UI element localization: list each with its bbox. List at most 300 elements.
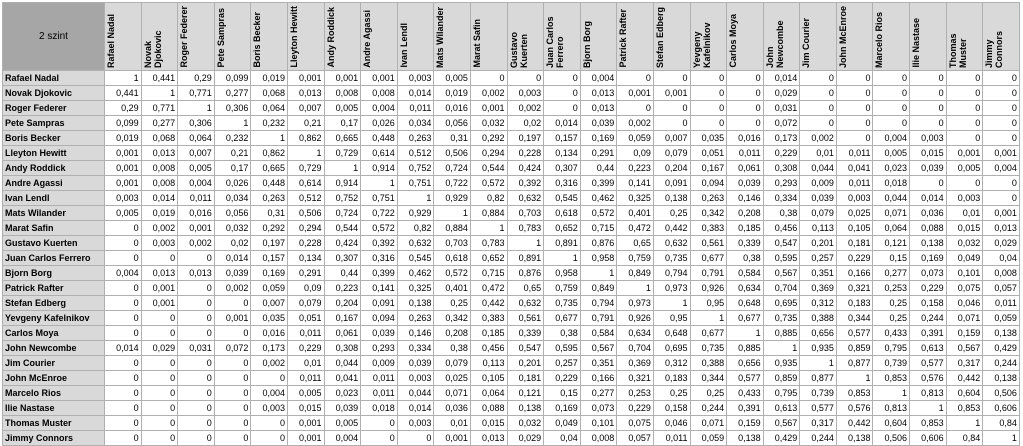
table-cell[interactable]: 0 [178,311,215,326]
table-cell[interactable]: 0,197 [251,236,288,251]
table-cell[interactable]: 0,306 [178,116,215,131]
table-cell[interactable]: 0 [178,371,215,386]
table-cell[interactable]: 0,572 [580,206,617,221]
table-cell[interactable]: 0,003 [507,86,544,101]
table-cell[interactable]: 0,665 [251,161,288,176]
row-header[interactable]: Jim Courier [3,356,105,371]
column-header[interactable] [653,3,690,71]
table-cell[interactable]: 0,011 [983,296,1020,311]
table-cell[interactable]: 0,21 [214,146,251,161]
table-cell[interactable]: 0 [653,71,690,86]
table-cell[interactable]: 0,424 [324,236,361,251]
table-cell[interactable]: 0,046 [946,296,983,311]
table-cell[interactable]: 0,007 [653,131,690,146]
table-cell[interactable]: 0,292 [470,131,507,146]
table-cell[interactable]: 0,294 [287,221,324,236]
row-header[interactable]: Bjorn Borg [3,266,105,281]
table-cell[interactable]: 1 [251,131,288,146]
table-cell[interactable]: 0,729 [287,161,324,176]
table-cell[interactable]: 0,158 [910,296,947,311]
table-cell[interactable]: 1 [361,176,398,191]
row-header[interactable]: Thomas Muster [3,416,105,431]
table-cell[interactable]: 0,088 [470,401,507,416]
table-cell[interactable]: 0 [800,116,837,131]
column-header[interactable] [397,3,434,71]
table-cell[interactable]: 0,185 [727,221,764,236]
table-cell[interactable]: 0,783 [507,221,544,236]
table-cell[interactable]: 1 [544,251,581,266]
table-cell[interactable]: 0 [141,401,178,416]
table-cell[interactable]: 0,771 [178,86,215,101]
table-cell[interactable]: 0,715 [580,221,617,236]
table-cell[interactable]: 0,088 [910,221,947,236]
table-cell[interactable]: 0,001 [105,176,142,191]
table-cell[interactable]: 0,101 [946,266,983,281]
table-cell[interactable]: 0 [983,131,1020,146]
table-cell[interactable]: 0,008 [361,86,398,101]
table-cell[interactable]: 0,044 [324,356,361,371]
table-cell[interactable]: 0,141 [617,176,654,191]
row-header[interactable]: Rafael Nadal [3,71,105,86]
table-cell[interactable]: 0,035 [251,311,288,326]
table-cell[interactable]: 0,034 [397,116,434,131]
table-cell[interactable]: 0,094 [690,176,727,191]
table-cell[interactable]: 0,208 [727,206,764,221]
table-cell[interactable]: 0,433 [727,386,764,401]
table-cell[interactable]: 0,005 [105,206,142,221]
table-cell[interactable]: 0 [983,176,1020,191]
table-cell[interactable]: 0,342 [434,311,471,326]
table-cell[interactable]: 0,577 [836,326,873,341]
table-cell[interactable]: 0,695 [763,296,800,311]
table-cell[interactable]: 0,064 [251,101,288,116]
table-cell[interactable]: 0,401 [434,281,471,296]
table-cell[interactable]: 0,056 [434,116,471,131]
table-cell[interactable]: 0,113 [470,356,507,371]
table-cell[interactable]: 0,157 [251,251,288,266]
table-cell[interactable]: 0,677 [544,311,581,326]
table-cell[interactable]: 0,039 [910,161,947,176]
table-cell[interactable]: 0 [690,101,727,116]
table-cell[interactable]: 0,016 [178,206,215,221]
table-cell[interactable]: 0,002 [214,281,251,296]
table-cell[interactable]: 0,039 [324,401,361,416]
table-cell[interactable]: 0,121 [873,236,910,251]
table-cell[interactable]: 0,173 [763,131,800,146]
table-cell[interactable]: 0 [214,416,251,431]
table-cell[interactable]: 0,914 [361,161,398,176]
table-cell[interactable]: 0 [983,101,1020,116]
table-cell[interactable]: 0,003 [946,191,983,206]
table-cell[interactable]: 1 [873,386,910,401]
table-cell[interactable]: 0,634 [727,281,764,296]
column-header[interactable] [910,3,947,71]
table-cell[interactable]: 1 [800,356,837,371]
table-cell[interactable]: 0,572 [470,176,507,191]
table-cell[interactable]: 0,456 [763,221,800,236]
table-cell[interactable]: 0,001 [287,416,324,431]
table-cell[interactable]: 0 [141,326,178,341]
table-cell[interactable]: 0,794 [580,296,617,311]
table-cell[interactable]: 0,263 [397,131,434,146]
table-cell[interactable]: 0,01 [946,206,983,221]
column-header[interactable] [763,3,800,71]
table-cell[interactable]: 0,073 [910,266,947,281]
table-cell[interactable]: 0,65 [507,281,544,296]
table-cell[interactable]: 0,041 [836,161,873,176]
row-header[interactable]: Carlos Moya [3,326,105,341]
table-cell[interactable]: 0,576 [910,371,947,386]
table-cell[interactable]: 0,25 [653,386,690,401]
table-cell[interactable]: 0,632 [507,191,544,206]
table-cell[interactable]: 0,009 [361,356,398,371]
table-cell[interactable]: 0,031 [763,101,800,116]
table-cell[interactable]: 0,604 [873,416,910,431]
table-cell[interactable]: 0 [105,221,142,236]
table-cell[interactable]: 0 [910,116,947,131]
table-cell[interactable]: 0,958 [580,251,617,266]
table-cell[interactable]: 0,232 [251,116,288,131]
table-cell[interactable]: 0,064 [470,386,507,401]
table-cell[interactable]: 0 [946,101,983,116]
table-cell[interactable]: 0,544 [470,161,507,176]
table-cell[interactable]: 0 [800,71,837,86]
table-cell[interactable]: 0 [910,101,947,116]
table-cell[interactable]: 0,025 [836,206,873,221]
table-cell[interactable]: 0 [141,416,178,431]
table-cell[interactable]: 0,039 [580,116,617,131]
table-cell[interactable]: 0 [105,236,142,251]
table-cell[interactable]: 0,722 [434,176,471,191]
table-cell[interactable]: 0 [983,116,1020,131]
table-cell[interactable]: 0,244 [983,356,1020,371]
column-header[interactable] [434,3,471,71]
table-cell[interactable]: 0,544 [324,221,361,236]
table-cell[interactable]: 0,138 [507,401,544,416]
table-cell[interactable]: 0,001 [946,146,983,161]
table-cell[interactable]: 0,695 [653,341,690,356]
table-cell[interactable]: 0,014 [397,401,434,416]
table-cell[interactable]: 0,079 [287,296,324,311]
table-cell[interactable]: 0,344 [836,311,873,326]
column-header[interactable] [141,3,178,71]
table-cell[interactable]: 0,046 [653,416,690,431]
table-cell[interactable]: 0 [105,326,142,341]
table-cell[interactable]: 0,032 [946,236,983,251]
table-cell[interactable]: 0,391 [727,401,764,416]
table-cell[interactable]: 0 [690,71,727,86]
table-cell[interactable]: 0 [105,371,142,386]
table-cell[interactable]: 0,04 [983,251,1020,266]
table-cell[interactable]: 0,013 [141,266,178,281]
table-cell[interactable]: 0 [800,86,837,101]
table-cell[interactable]: 0 [617,71,654,86]
table-cell[interactable]: 0,101 [580,416,617,431]
table-cell[interactable]: 0 [470,71,507,86]
table-cell[interactable]: 0,018 [873,176,910,191]
table-cell[interactable]: 0 [910,71,947,86]
table-cell[interactable]: 0 [178,326,215,341]
table-cell[interactable]: 0,075 [946,281,983,296]
table-cell[interactable]: 0,317 [946,356,983,371]
table-cell[interactable]: 0,075 [617,416,654,431]
table-cell[interactable]: 0,277 [580,386,617,401]
table-cell[interactable]: 0,138 [836,431,873,446]
table-cell[interactable]: 0,292 [251,221,288,236]
table-cell[interactable]: 0,618 [544,206,581,221]
table-cell[interactable]: 0,005 [287,386,324,401]
table-cell[interactable]: 0,039 [727,176,764,191]
table-cell[interactable]: 0,263 [251,191,288,206]
table-cell[interactable]: 0,572 [434,266,471,281]
table-cell[interactable]: 0,722 [361,206,398,221]
table-cell[interactable]: 0,388 [690,356,727,371]
table-cell[interactable]: 0,25 [434,296,471,311]
row-header[interactable]: Roger Federer [3,101,105,116]
table-cell[interactable]: 0,091 [653,176,690,191]
table-cell[interactable]: 0,183 [653,371,690,386]
table-cell[interactable]: 0,014 [397,86,434,101]
table-cell[interactable]: 0,001 [141,281,178,296]
table-cell[interactable]: 1 [910,401,947,416]
table-cell[interactable]: 0,321 [617,371,654,386]
table-cell[interactable]: 0,253 [617,386,654,401]
table-cell[interactable]: 0,001 [141,296,178,311]
table-cell[interactable]: 0,391 [910,326,947,341]
table-cell[interactable]: 0,105 [470,371,507,386]
table-cell[interactable]: 0,472 [617,221,654,236]
table-cell[interactable]: 0,634 [617,326,654,341]
table-cell[interactable]: 0,632 [507,296,544,311]
table-cell[interactable]: 0,073 [580,401,617,416]
table-cell[interactable]: 0,547 [507,341,544,356]
table-cell[interactable]: 0,059 [251,281,288,296]
table-cell[interactable]: 0,003 [397,371,434,386]
table-cell[interactable]: 0,859 [763,371,800,386]
table-cell[interactable]: 0 [178,356,215,371]
row-header[interactable]: Novak Djokovic [3,86,105,101]
table-cell[interactable]: 0,011 [287,371,324,386]
table-cell[interactable]: 0,09 [617,146,654,161]
table-cell[interactable]: 0,005 [324,101,361,116]
table-cell[interactable]: 0,002 [470,86,507,101]
table-cell[interactable]: 0 [544,86,581,101]
table-cell[interactable]: 0,113 [800,221,837,236]
table-cell[interactable]: 0,204 [653,161,690,176]
table-cell[interactable]: 0,001 [361,71,398,86]
row-header[interactable]: Ivan Lendl [3,191,105,206]
table-cell[interactable]: 0,15 [544,386,581,401]
table-cell[interactable]: 0,016 [434,101,471,116]
table-cell[interactable]: 0,795 [763,386,800,401]
table-cell[interactable]: 0,138 [397,296,434,311]
table-cell[interactable]: 0,036 [910,206,947,221]
table-cell[interactable]: 1 [214,116,251,131]
table-cell[interactable]: 0,068 [141,131,178,146]
table-cell[interactable]: 0,004 [251,386,288,401]
table-cell[interactable]: 0,29 [105,101,142,116]
table-cell[interactable]: 0 [690,86,727,101]
table-cell[interactable]: 0 [105,401,142,416]
table-cell[interactable]: 0,15 [873,251,910,266]
table-cell[interactable]: 0,011 [178,191,215,206]
table-cell[interactable]: 0,876 [580,236,617,251]
table-cell[interactable]: 0 [836,116,873,131]
table-cell[interactable]: 0,141 [361,281,398,296]
table-cell[interactable]: 0,38 [434,341,471,356]
table-cell[interactable]: 1 [105,71,142,86]
table-cell[interactable]: 0,859 [836,341,873,356]
table-cell[interactable]: 0,735 [690,341,727,356]
table-cell[interactable]: 0,561 [690,236,727,251]
table-cell[interactable]: 0,567 [763,416,800,431]
table-cell[interactable]: 0 [727,116,764,131]
table-cell[interactable]: 0 [836,71,873,86]
table-cell[interactable]: 0,004 [324,431,361,446]
table-cell[interactable]: 1 [507,236,544,251]
table-cell[interactable]: 0,813 [873,401,910,416]
table-cell[interactable]: 0,448 [361,131,398,146]
table-cell[interactable]: 0,159 [727,416,764,431]
table-cell[interactable]: 0 [141,386,178,401]
table-cell[interactable]: 0,244 [690,401,727,416]
table-cell[interactable]: 0,134 [287,251,324,266]
table-cell[interactable]: 0 [544,101,581,116]
table-cell[interactable]: 0,001 [470,101,507,116]
table-cell[interactable]: 0,545 [397,251,434,266]
table-cell[interactable]: 0,158 [653,401,690,416]
table-cell[interactable]: 0,011 [287,326,324,341]
table-cell[interactable]: 0,005 [324,416,361,431]
row-header[interactable]: Marcelo Rios [3,386,105,401]
table-cell[interactable]: 0,181 [836,236,873,251]
table-cell[interactable]: 0 [214,296,251,311]
table-cell[interactable]: 0,567 [946,341,983,356]
table-cell[interactable]: 0,029 [983,236,1020,251]
table-cell[interactable]: 0,008 [141,176,178,191]
table-cell[interactable]: 0,369 [617,356,654,371]
table-cell[interactable]: 0,185 [470,326,507,341]
table-cell[interactable]: 0,011 [836,176,873,191]
table-cell[interactable]: 0,009 [800,176,837,191]
table-cell[interactable]: 0,166 [836,266,873,281]
table-cell[interactable]: 0,442 [470,296,507,311]
table-cell[interactable]: 0,019 [105,131,142,146]
row-header[interactable]: Andre Agassi [3,176,105,191]
table-cell[interactable]: 0,665 [324,131,361,146]
table-cell[interactable]: 0,036 [434,401,471,416]
table-cell[interactable]: 0,891 [544,236,581,251]
table-cell[interactable]: 0,134 [544,146,581,161]
table-cell[interactable]: 0,138 [910,236,947,251]
table-cell[interactable]: 0,648 [653,326,690,341]
table-cell[interactable]: 0,312 [653,356,690,371]
table-cell[interactable]: 0,884 [434,221,471,236]
table-cell[interactable]: 0,105 [836,221,873,236]
table-cell[interactable]: 0,001 [178,221,215,236]
table-cell[interactable]: 0,795 [873,341,910,356]
table-cell[interactable]: 0,84 [946,431,983,446]
table-cell[interactable]: 0,057 [983,281,1020,296]
table-cell[interactable]: 0,229 [287,341,324,356]
table-cell[interactable]: 0,003 [836,191,873,206]
table-cell[interactable]: 0,049 [946,251,983,266]
table-cell[interactable]: 0 [178,401,215,416]
table-cell[interactable]: 0,032 [214,221,251,236]
table-cell[interactable]: 0,059 [983,311,1020,326]
table-cell[interactable]: 0,724 [434,161,471,176]
table-cell[interactable]: 0,325 [397,281,434,296]
table-cell[interactable]: 0,029 [141,341,178,356]
table-cell[interactable]: 0,794 [653,266,690,281]
table-cell[interactable]: 1 [178,101,215,116]
table-cell[interactable]: 0 [873,86,910,101]
row-header[interactable]: Boris Becker [3,131,105,146]
table-cell[interactable]: 0,567 [580,341,617,356]
table-cell[interactable]: 0,004 [361,101,398,116]
table-cell[interactable]: 0,008 [580,431,617,446]
table-cell[interactable]: 0,677 [727,311,764,326]
table-cell[interactable]: 0 [105,311,142,326]
table-cell[interactable]: 0,02 [507,116,544,131]
table-cell[interactable]: 0,011 [727,146,764,161]
table-cell[interactable]: 0,007 [178,146,215,161]
table-cell[interactable]: 0,853 [946,401,983,416]
table-cell[interactable]: 0,351 [800,266,837,281]
table-cell[interactable]: 0,813 [910,386,947,401]
table-cell[interactable]: 0 [141,371,178,386]
table-cell[interactable]: 0,704 [763,281,800,296]
table-cell[interactable]: 0,059 [690,431,727,446]
table-cell[interactable]: 0,002 [507,101,544,116]
row-header[interactable]: John McEnroe [3,371,105,386]
table-cell[interactable]: 0,072 [214,341,251,356]
table-cell[interactable]: 0,013 [141,146,178,161]
table-cell[interactable]: 0,82 [397,221,434,236]
table-cell[interactable]: 0,061 [324,326,361,341]
table-cell[interactable]: 0,031 [178,341,215,356]
table-cell[interactable]: 0,561 [507,311,544,326]
table-cell[interactable]: 0,003 [910,131,947,146]
table-cell[interactable]: 0,008 [983,266,1020,281]
table-cell[interactable]: 0 [361,431,398,446]
table-cell[interactable]: 0,307 [324,251,361,266]
table-cell[interactable]: 0,613 [763,401,800,416]
column-header[interactable] [287,3,324,71]
table-cell[interactable]: 0,752 [397,161,434,176]
table-cell[interactable]: 0,614 [287,176,324,191]
table-cell[interactable]: 0,138 [983,326,1020,341]
table-cell[interactable]: 0,001 [105,146,142,161]
table-cell[interactable]: 0,392 [361,236,398,251]
table-cell[interactable]: 0,029 [507,431,544,446]
column-header[interactable] [800,3,837,71]
table-cell[interactable]: 0,005 [946,161,983,176]
table-cell[interactable]: 0,65 [617,236,654,251]
table-cell[interactable]: 0,577 [910,356,947,371]
table-cell[interactable]: 0,853 [873,371,910,386]
table-cell[interactable]: 0,167 [690,161,727,176]
table-cell[interactable]: 0,735 [763,311,800,326]
table-cell[interactable]: 0,013 [178,266,215,281]
table-cell[interactable]: 0,057 [617,431,654,446]
table-cell[interactable]: 1 [983,431,1020,446]
table-cell[interactable]: 0 [873,116,910,131]
table-cell[interactable]: 0,232 [214,131,251,146]
table-cell[interactable]: 0,25 [873,311,910,326]
table-cell[interactable]: 1 [763,341,800,356]
table-cell[interactable]: 0 [361,416,398,431]
